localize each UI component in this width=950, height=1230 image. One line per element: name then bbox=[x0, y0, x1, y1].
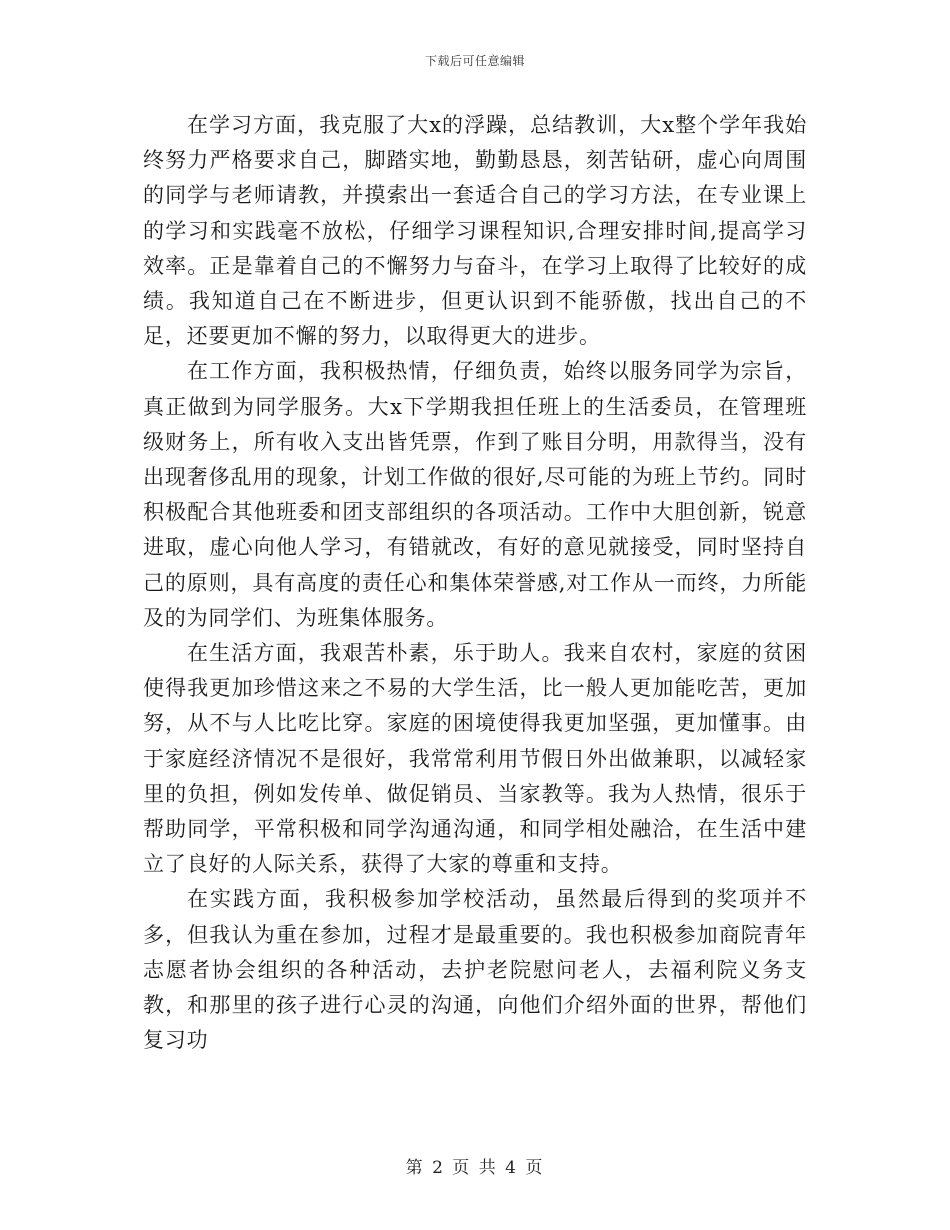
paragraph-life: 在生活方面，我艰苦朴素，乐于助人。我来自农村，家庭的贫困使得我更加珍惜这来之不易的大学生活，比一般人更加能吃苦，更加努，从不与人比吃比穿。家庭的困境使得我更加坚强，更加懂事。由于家庭经济情况不是很好，我常常利用节假日外出做兼职，以减轻家里的负担，例如发传单、做促销员、当家教等。我为人热情，很乐于帮助同学，平常积极和同学沟通沟通，和同学相处融洽，在生活中建立了良好的人际关系，获得了大家的尊重和支持。 bbox=[143, 641, 807, 877]
page-footer: 第 2 页 共 4 页 bbox=[405, 1158, 545, 1178]
paragraph-work: 在工作方面，我积极热情，仔细负责，始终以服务同学为宗旨，真正做到为同学服务。大x下学期我担任班上的生活委员，在管理班级财务上，所有收入支出皆凭票，作到了账目分明，用款得当，没有出现奢侈乱用的现象，计划工作做的很好,尽可能的为班上节约。同时积极配合其他班委和团支部组织的各项活动。工作中大胆创新，锐意进取，虚心向他人学习，有错就改，有好的意见就接受，同时坚持自己的原则，具有高度的责任心和集体荣誉感,对工作从一而终，力所能及的为同学们、为班集体服务。 bbox=[143, 359, 807, 630]
page-header: 下载后可任意编辑 bbox=[424, 54, 525, 68]
document-body bbox=[143, 108, 807, 1058]
paragraph-study: 在学习方面，我克服了大x的浮躁，总结教训，大x整个学年我始终努力严格要求自己，脚踏实地，勤勤恳恳，刻苦钻研，虚心向周围的同学与老师请教，并摸索出一套适合自己的学习方法，在专业课上的学习和实践毫不放松，仔细学习课程知识,合理安排时间,提高学习效率。正是靠着自己的不懈努力与奋斗，在学习上取得了比较好的成绩。我知道自己在不断进步，但更认识到不能骄傲，找出自己的不足，还要更加不懈的努力，以取得更大的进步。 bbox=[143, 113, 807, 349]
paragraph-practice: 在实践方面，我积极参加学校活动，虽然最后得到的奖项并不多，但我认为重在参加，过程才是最重要的。我也积极参加商院青年志愿者协会组织的各种活动，去护老院慰问老人，去福利院义务支教，和那里的孩子进行心灵的沟通，向他们介绍外面的世界，帮他们复习功 bbox=[143, 887, 807, 1053]
